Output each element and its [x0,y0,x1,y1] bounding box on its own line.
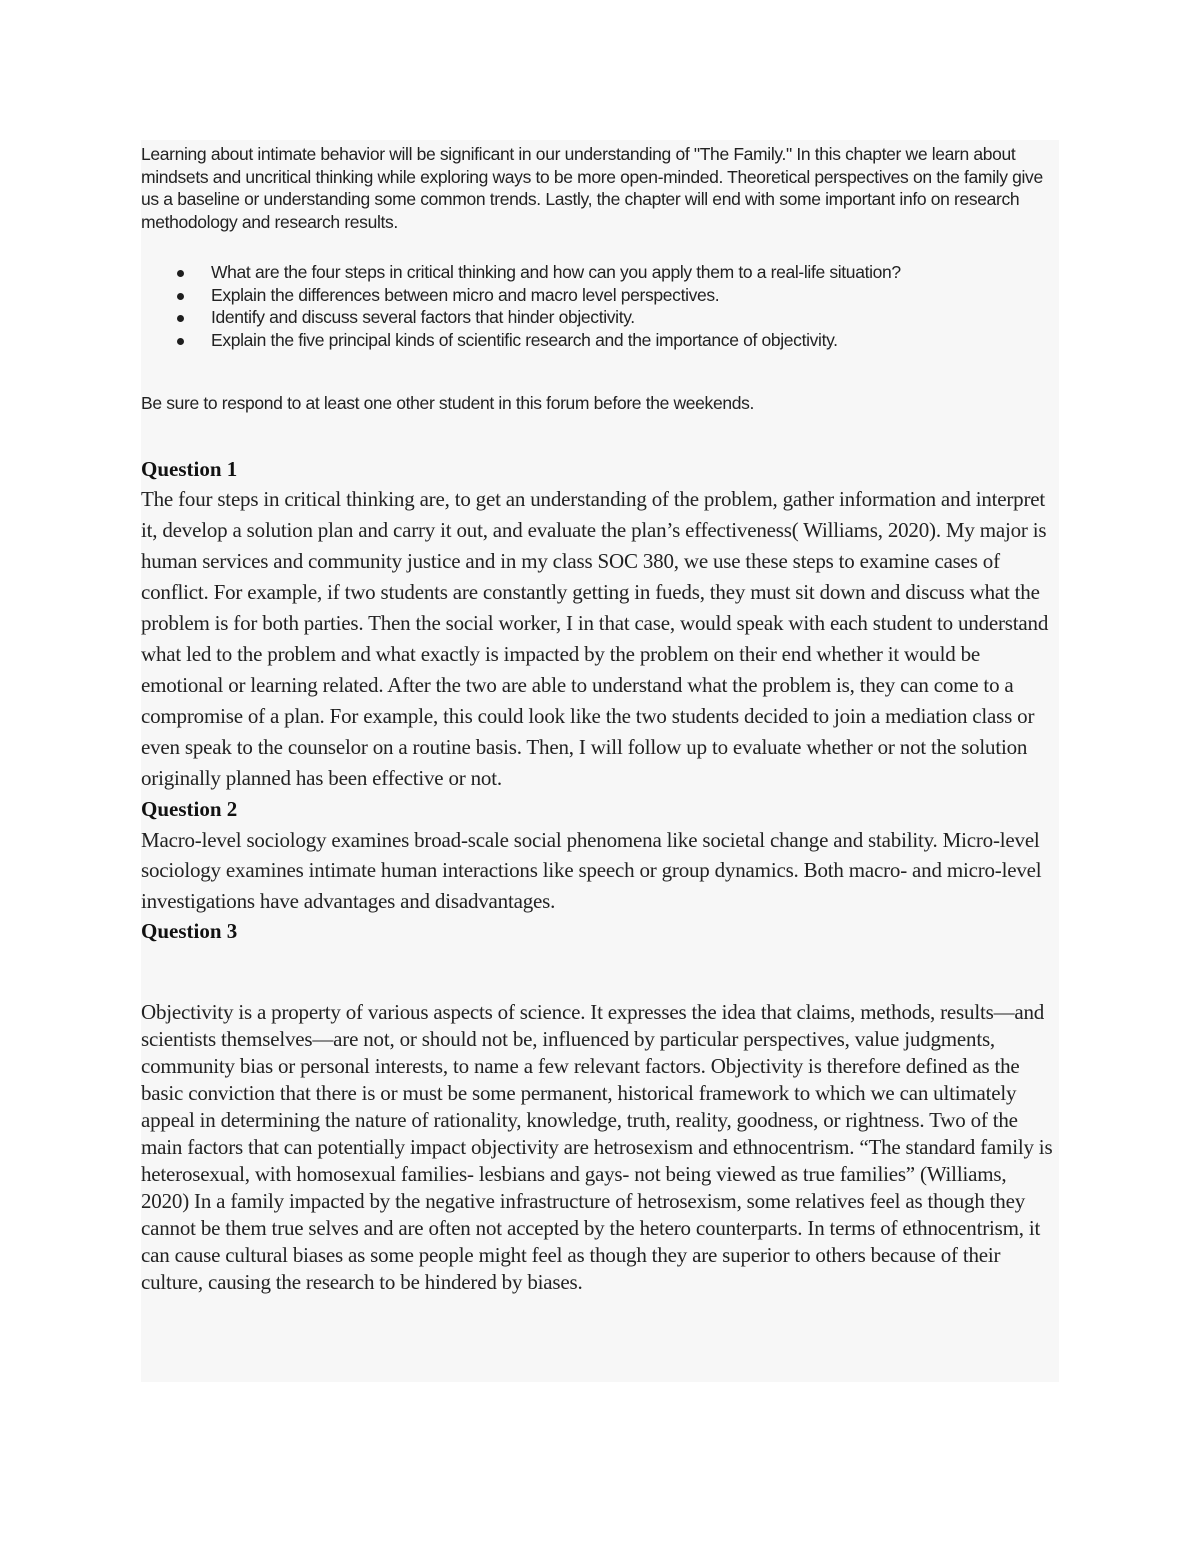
list-item-text: What are the four steps in critical thinking and how can you apply them to a real-life situation? [211,262,901,282]
question-3-heading: Question 3 [141,919,238,943]
bullet-icon [177,293,184,300]
question-2-answer: Macro-level sociology examines broad-scale social phenomena like societal change and stability. Micro-level sociology examines intimate human interactions like speech or group dynamics. Both macro- and micro-level investigations have advantages and disadvantages. [141,827,1042,913]
list-item-text: Explain the five principal kinds of scientific research and the importance of objectivity. [211,329,838,350]
question-1-heading: Question 1 [141,456,238,481]
question-3-answer: Objectivity is a property of various aspects of science. It expresses the idea that claims, methods, results—and scientists themselves—are not, or should not be, influenced by particular perspectives, value judgments, community bias or personal interests, to name a few relevant factors. Objectivity is therefore defined as the basic conviction that there is or must be some permanent, historical framework to which we can ultimately appeal in determining the nature of rationality, knowledge, truth, reality, goodness, or rightness. Two of the main factors that can potentially impact objectivity are hetrosexism and ethnocentrism. “The standard family is heterosexual, with homosexual families- lesbians and gays- not being viewed as true families” (Williams, 2020) In a family impacted by the negative infrastructure of hetrosexism, some relatives feel as though they cannot be them true selves and are often not accepted by the hetero counterparts. In terms of ethnocentrism, it can cause cultural biases as some people might feel as though they are superior to others because of their culture, causing the research to be hindered by biases. [141,999,1053,1294]
question-2-heading: Question 2 [141,797,238,821]
prompt-question-list [141,261,1059,351]
bullet-icon [177,338,184,345]
list-item [141,329,1059,352]
list-item [141,306,1059,329]
forum-reminder: Be sure to respond to at least one other student in this forum before the weekends. [141,393,755,413]
list-item [141,284,1059,307]
bullet-icon [177,270,184,277]
list-item [141,261,1059,284]
bullet-icon [177,315,184,322]
document-body [141,140,1059,1382]
question-1-answer: The four steps in critical thinking are, to get an understanding of the problem, gather information and interpret it, develop a solution plan and carry it out, and evaluate the plan’s effectiveness( Williams, 2020). My major is human services and community justice and in my class SOC 380, we use these steps to examine cases of conflict. For example, if two students are constantly getting in fueds, they must sit down and discuss what the problem is for both parties. Then the social worker, I in that case, would speak with each student to understand what led to the problem and what exactly is impacted by the problem on their end whether it would be emotional or learning related. After the two are able to understand what the problem is, they can come to a compromise of a plan. For example, this could look like the two students decided to join a mediation class or even speak to the counselor on a routine basis. Then, I will follow up to evaluate whether or not the solution originally planned has been effective or not. [141,487,1049,790]
list-item-text: Explain the differences between micro and macro level perspectives. [211,284,720,305]
prompt-intro: Learning about intimate behavior will be significant in our understanding of "The Family." In this chapter we learn about mindsets and uncritical thinking while exploring ways to be more open-minded. Theoretical perspectives on the family give us a baseline or understanding some common trends. Lastly, the chapter will end with some important info on research methodology and research results. [141,144,1043,232]
list-item-text: Identify and discuss several factors that hinder objectivity. [211,307,635,327]
